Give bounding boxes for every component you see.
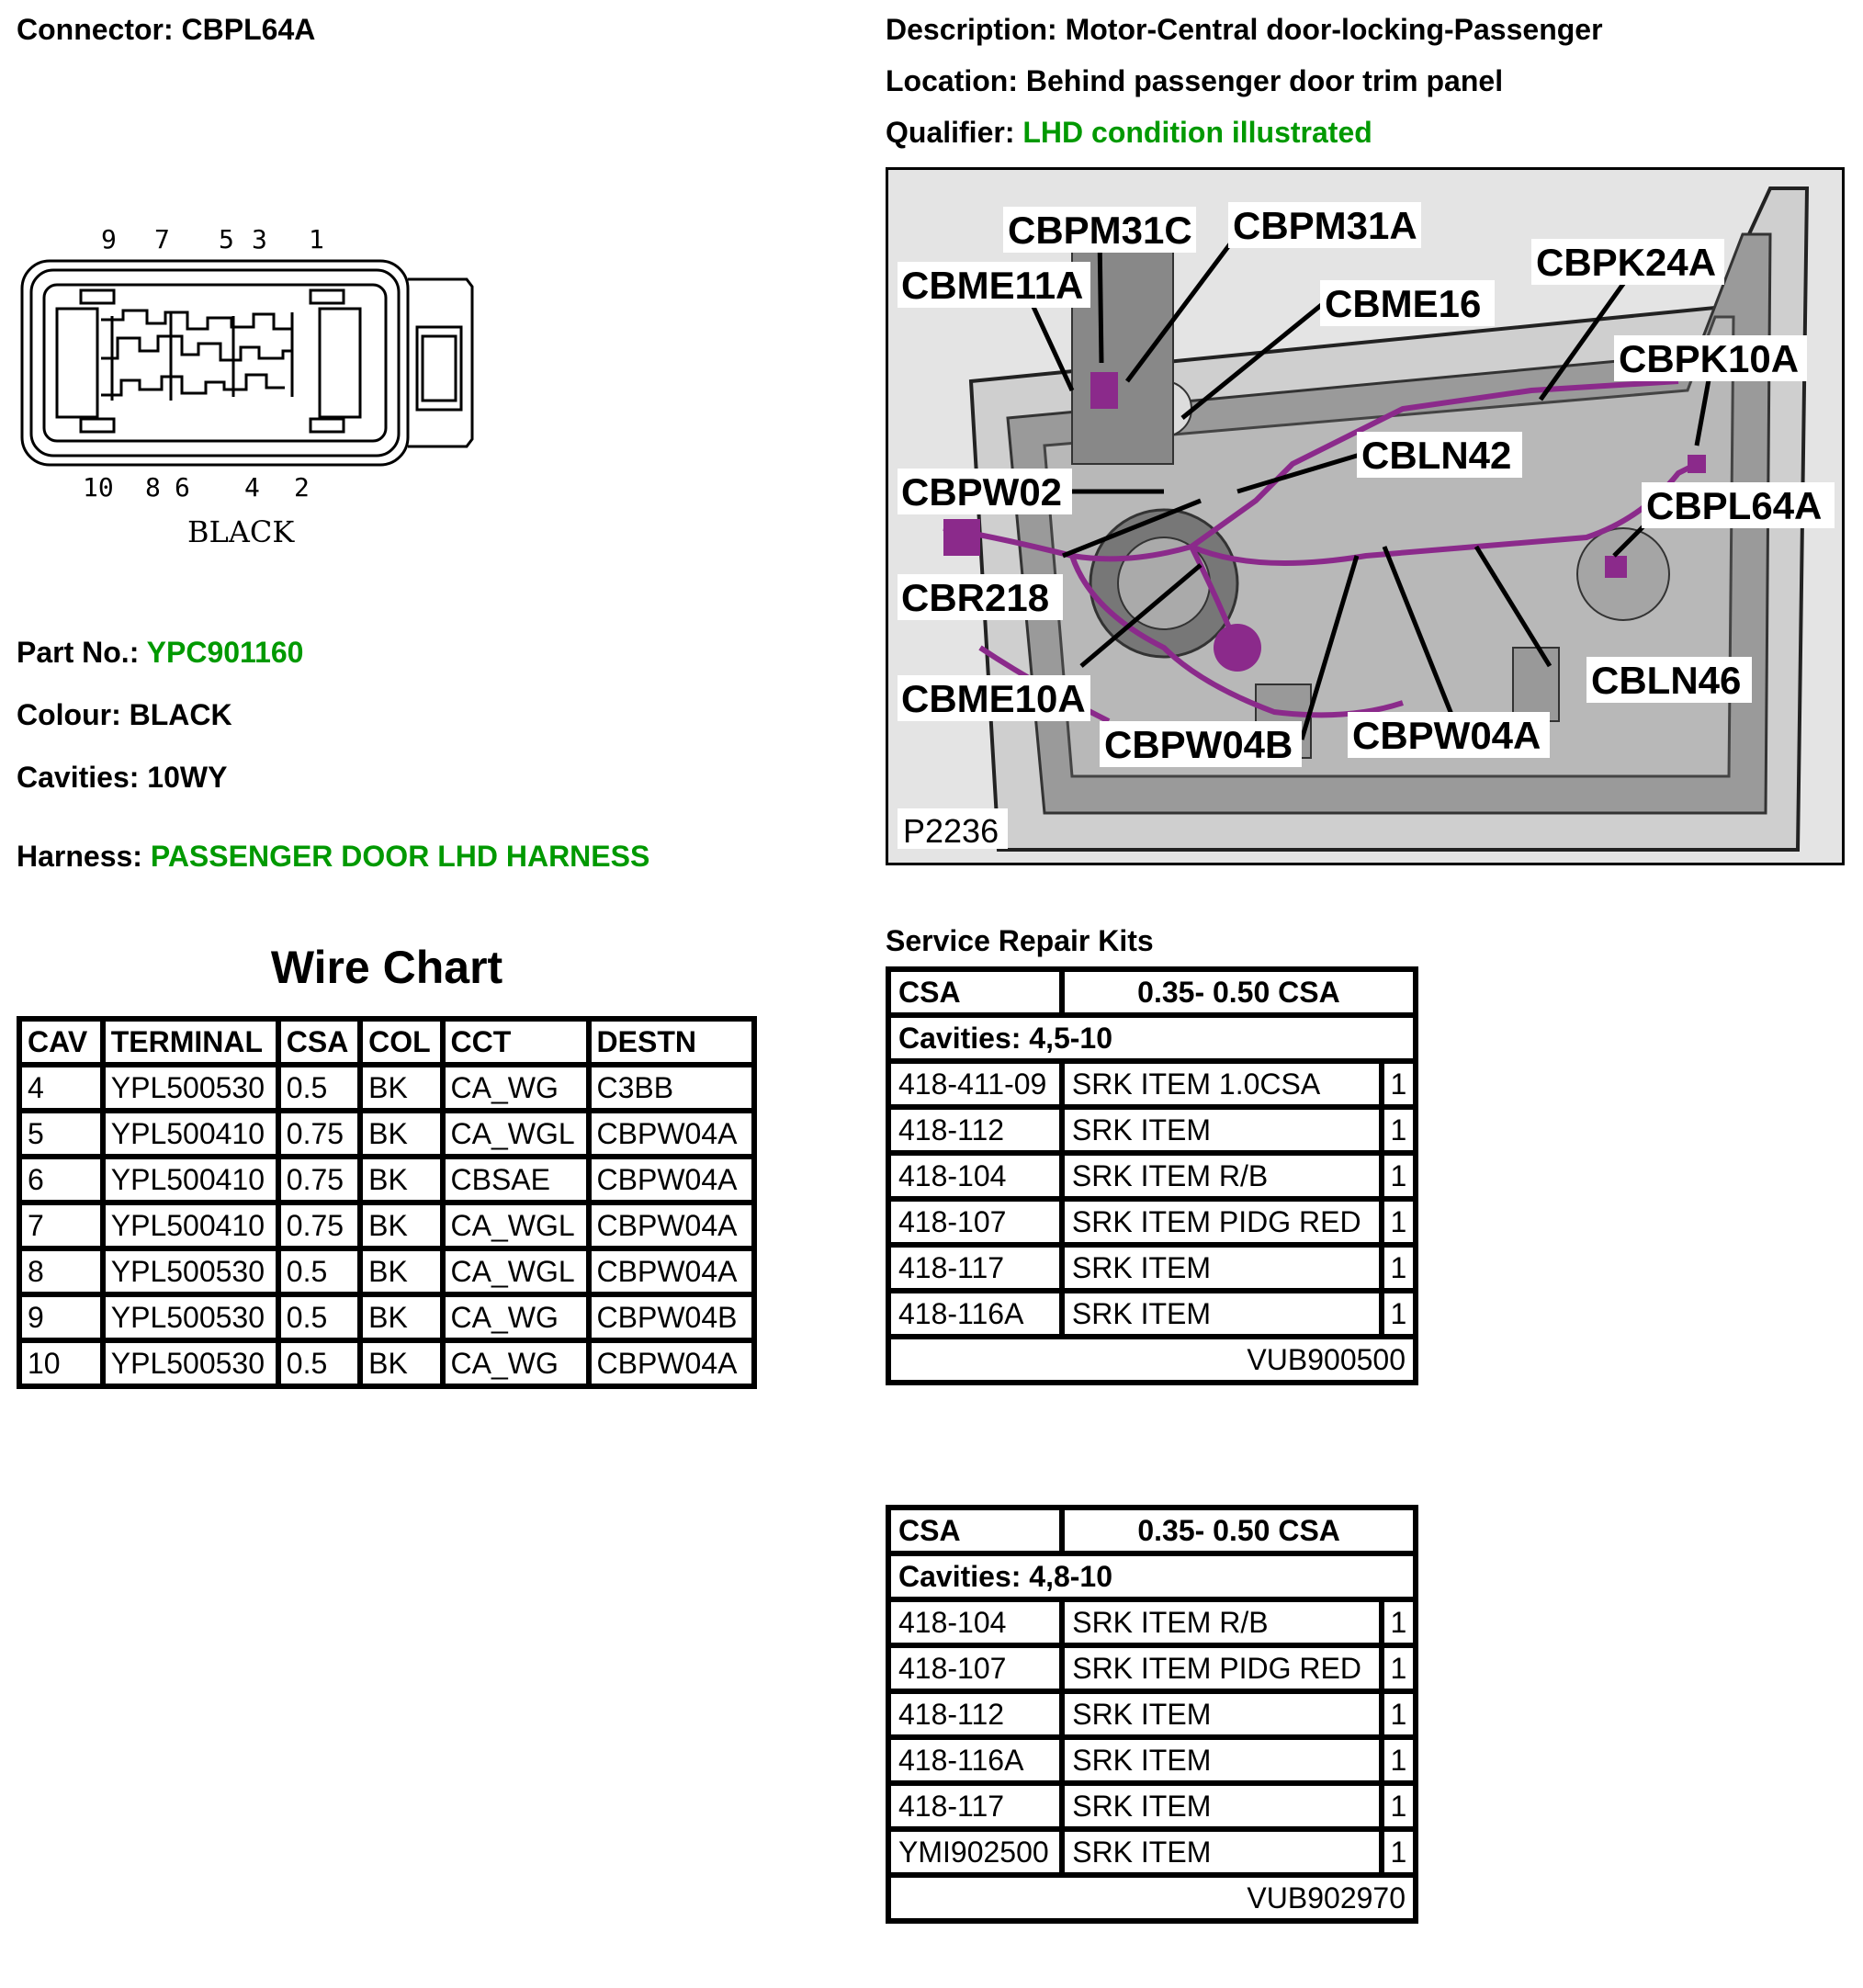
table-cell: CA_WG [443,1065,589,1111]
wire-chart-table [17,1016,757,1389]
srk-header-row [888,969,1416,1015]
table-cell: 0.75 [278,1111,360,1157]
table-cell: BK [360,1294,442,1340]
pin-label-bottom: 10 [83,472,114,503]
table-cell: BK [360,1157,442,1203]
qualifier-label: Qualifier: [886,116,1015,149]
door-harness-icon [888,170,1844,864]
table-cell: BK [360,1203,442,1248]
pin-label-bottom: 2 [294,472,310,503]
table-cell: 0.75 [278,1203,360,1248]
srk-cavities-row [888,1015,1416,1061]
column-header: CAV [19,1019,103,1065]
srk-part-number: 418-107 [888,1199,1062,1245]
table-row [888,1691,1416,1737]
srk-quantity: 1 [1382,1737,1416,1783]
column-header: DESTN [589,1019,754,1065]
table-row [888,1291,1416,1337]
harness-label: Harness: [17,840,142,873]
cavities-line [17,759,227,796]
pin-label-bottom: 8 [145,472,161,503]
callout-label: CBLN46 [1591,659,1742,702]
table-cell: CBPW04A [589,1248,754,1294]
srk-kit-row [888,1337,1416,1383]
srk-description: SRK ITEM [1062,1691,1382,1737]
srk-title: Service Repair Kits [886,924,1154,957]
srk-part-number: 418-116A [888,1737,1062,1783]
table-header-row [19,1019,754,1065]
table-cell: 6 [19,1157,103,1203]
srk-part-number: YMI902500 [888,1829,1062,1875]
srk-kit-row [888,1875,1416,1921]
table-row [888,1245,1416,1291]
table-row [888,1061,1416,1107]
pin-label-top: 3 [252,224,267,254]
srk-kit-number: VUB902970 [888,1875,1416,1921]
callout-label: CBPK24A [1536,241,1717,284]
connector-face-icon [17,220,485,560]
table-row [888,1599,1416,1645]
colour-value: BLACK [129,698,232,731]
srk-quantity: 1 [1382,1061,1416,1107]
connector-value: CBPL64A [181,13,316,46]
table-row [19,1248,754,1294]
table-cell: CBPW04A [589,1157,754,1203]
srk-csa-label: CSA [888,969,1062,1015]
table-row [19,1340,754,1386]
callout-label: CBME16 [1325,282,1482,325]
table-row [888,1199,1416,1245]
table-cell: YPL500530 [103,1065,278,1111]
callout-label: CBPM31C [1008,209,1192,252]
srk-description: SRK ITEM [1062,1291,1382,1337]
srk-table [886,1505,1418,1924]
table-cell: YPL500410 [103,1157,278,1203]
callout-label: CBPM31A [1233,204,1417,247]
pin-label-top: 9 [101,224,117,254]
wire-chart-title: Wire Chart [270,942,503,993]
location-line [886,62,1503,99]
table-row [888,1645,1416,1691]
table-cell: CBPW04A [589,1203,754,1248]
srk-cavities: Cavities: 4,8-10 [888,1553,1416,1599]
connector-colour-label: BLACK [187,514,295,549]
description-value: Motor-Central door-locking-Passenger [1065,13,1603,46]
srk-quantity: 1 [1382,1199,1416,1245]
srk-csa-value: 0.35- 0.50 CSA [1062,969,1416,1015]
srk-part-number: 418-112 [888,1107,1062,1153]
srk-part-number: 418-411-09 [888,1061,1062,1107]
table-row [19,1111,754,1157]
srk-description: SRK ITEM R/B [1062,1153,1382,1199]
srk-quantity: 1 [1382,1153,1416,1199]
srk-quantity: 1 [1382,1245,1416,1291]
srk-description: SRK ITEM [1062,1829,1382,1875]
description-label: Description: [886,13,1057,46]
connector-label: Connector: [17,13,174,46]
column-header: COL [360,1019,442,1065]
location-label: Location: [886,64,1018,97]
column-header: CCT [443,1019,589,1065]
pin-label-bottom: 6 [175,472,190,503]
srk-part-number: 418-112 [888,1691,1062,1737]
table-cell: 9 [19,1294,103,1340]
srk-quantity: 1 [1382,1599,1416,1645]
srk-quantity: 1 [1382,1291,1416,1337]
callout-label: CBPW04B [1104,723,1293,766]
table-cell: YPL500410 [103,1203,278,1248]
table-cell: YPL500530 [103,1294,278,1340]
harness-value: PASSENGER DOOR LHD HARNESS [150,840,650,873]
door-illustration [886,167,1845,865]
srk-part-number: 418-117 [888,1783,1062,1829]
qualifier-value: LHD condition illustrated [1022,116,1372,149]
connector-line [17,11,315,48]
description-line [886,11,1603,48]
callout-label: CBPK10A [1619,337,1800,380]
table-cell: 7 [19,1203,103,1248]
table-cell: CA_WGL [443,1111,589,1157]
table-cell: 8 [19,1248,103,1294]
colour-line [17,696,232,733]
callout-label: CBME10A [901,677,1086,720]
callout-label: CBPL64A [1646,484,1823,527]
table-row [888,1153,1416,1199]
table-cell: CA_WG [443,1340,589,1386]
table-cell: CA_WGL [443,1203,589,1248]
table-row [888,1737,1416,1783]
photo-ref: P2236 [903,812,999,850]
srk-quantity: 1 [1382,1783,1416,1829]
table-cell: CBPW04A [589,1111,754,1157]
table-cell: BK [360,1111,442,1157]
srk-description: SRK ITEM PIDG RED [1062,1199,1382,1245]
srk-csa-value: 0.35- 0.50 CSA [1062,1508,1416,1553]
table-cell: CA_WGL [443,1248,589,1294]
cavities-value: 10WY [147,761,228,794]
srk-description: SRK ITEM PIDG RED [1062,1645,1382,1691]
table-row [19,1203,754,1248]
table-cell: BK [360,1065,442,1111]
srk-part-number: 418-104 [888,1599,1062,1645]
srk-part-number: 418-117 [888,1245,1062,1291]
callout-label: CBLN42 [1361,434,1512,477]
callout-label: CBPW02 [901,470,1063,514]
table-cell: YPL500530 [103,1340,278,1386]
table-cell: 0.5 [278,1340,360,1386]
srk-description: SRK ITEM [1062,1783,1382,1829]
srk-description: SRK ITEM [1062,1245,1382,1291]
srk-description: SRK ITEM 1.0CSA [1062,1061,1382,1107]
table-row [19,1294,754,1340]
table-cell: CBPW04A [589,1340,754,1386]
pin-label-bottom: 4 [244,472,260,503]
table-row [888,1783,1416,1829]
srk-part-number: 418-104 [888,1153,1062,1199]
srk-part-number: 418-107 [888,1645,1062,1691]
srk-cavities-row [888,1553,1416,1599]
part-no-line [17,634,303,671]
qualifier-line [886,114,1372,151]
table-cell: 0.5 [278,1294,360,1340]
srk-quantity: 1 [1382,1829,1416,1875]
callout-label: CBR218 [901,576,1050,619]
table-cell: 5 [19,1111,103,1157]
srk-header-row [888,1508,1416,1553]
srk-quantity: 1 [1382,1645,1416,1691]
part-no-label: Part No.: [17,636,140,669]
table-cell: YPL500530 [103,1248,278,1294]
srk-description: SRK ITEM [1062,1737,1382,1783]
srk-csa-label: CSA [888,1508,1062,1553]
srk-kit-number: VUB900500 [888,1337,1416,1383]
table-cell: C3BB [589,1065,754,1111]
srk-description: SRK ITEM [1062,1107,1382,1153]
callout-label: CBME11A [901,264,1084,307]
table-cell: 10 [19,1340,103,1386]
table-cell: CA_WG [443,1294,589,1340]
srk-quantity: 1 [1382,1691,1416,1737]
part-no-value: YPC901160 [146,636,304,669]
pin-label-top: 1 [309,224,324,254]
cavities-label: Cavities: [17,761,140,794]
table-row [19,1065,754,1111]
connector-drawing [17,220,485,560]
srk-part-number: 418-116A [888,1291,1062,1337]
column-header: CSA [278,1019,360,1065]
table-cell: CBPW04B [589,1294,754,1340]
table-cell: 0.75 [278,1157,360,1203]
callout-label: CBPW04A [1352,714,1541,757]
harness-line [17,838,649,875]
table-cell: BK [360,1248,442,1294]
column-header: TERMINAL [103,1019,278,1065]
table-row [888,1829,1416,1875]
colour-label: Colour: [17,698,121,731]
table-cell: 4 [19,1065,103,1111]
srk-cavities: Cavities: 4,5-10 [888,1015,1416,1061]
table-cell: CBSAE [443,1157,589,1203]
srk-table [886,966,1418,1385]
srk-quantity: 1 [1382,1107,1416,1153]
table-cell: BK [360,1340,442,1386]
pin-label-top: 5 [219,224,234,254]
srk-description: SRK ITEM R/B [1062,1599,1382,1645]
pin-label-top: 7 [154,224,170,254]
table-cell: 0.5 [278,1065,360,1111]
table-cell: YPL500410 [103,1111,278,1157]
table-row [888,1107,1416,1153]
location-value: Behind passenger door trim panel [1025,64,1504,97]
table-row [19,1157,754,1203]
table-cell: 0.5 [278,1248,360,1294]
